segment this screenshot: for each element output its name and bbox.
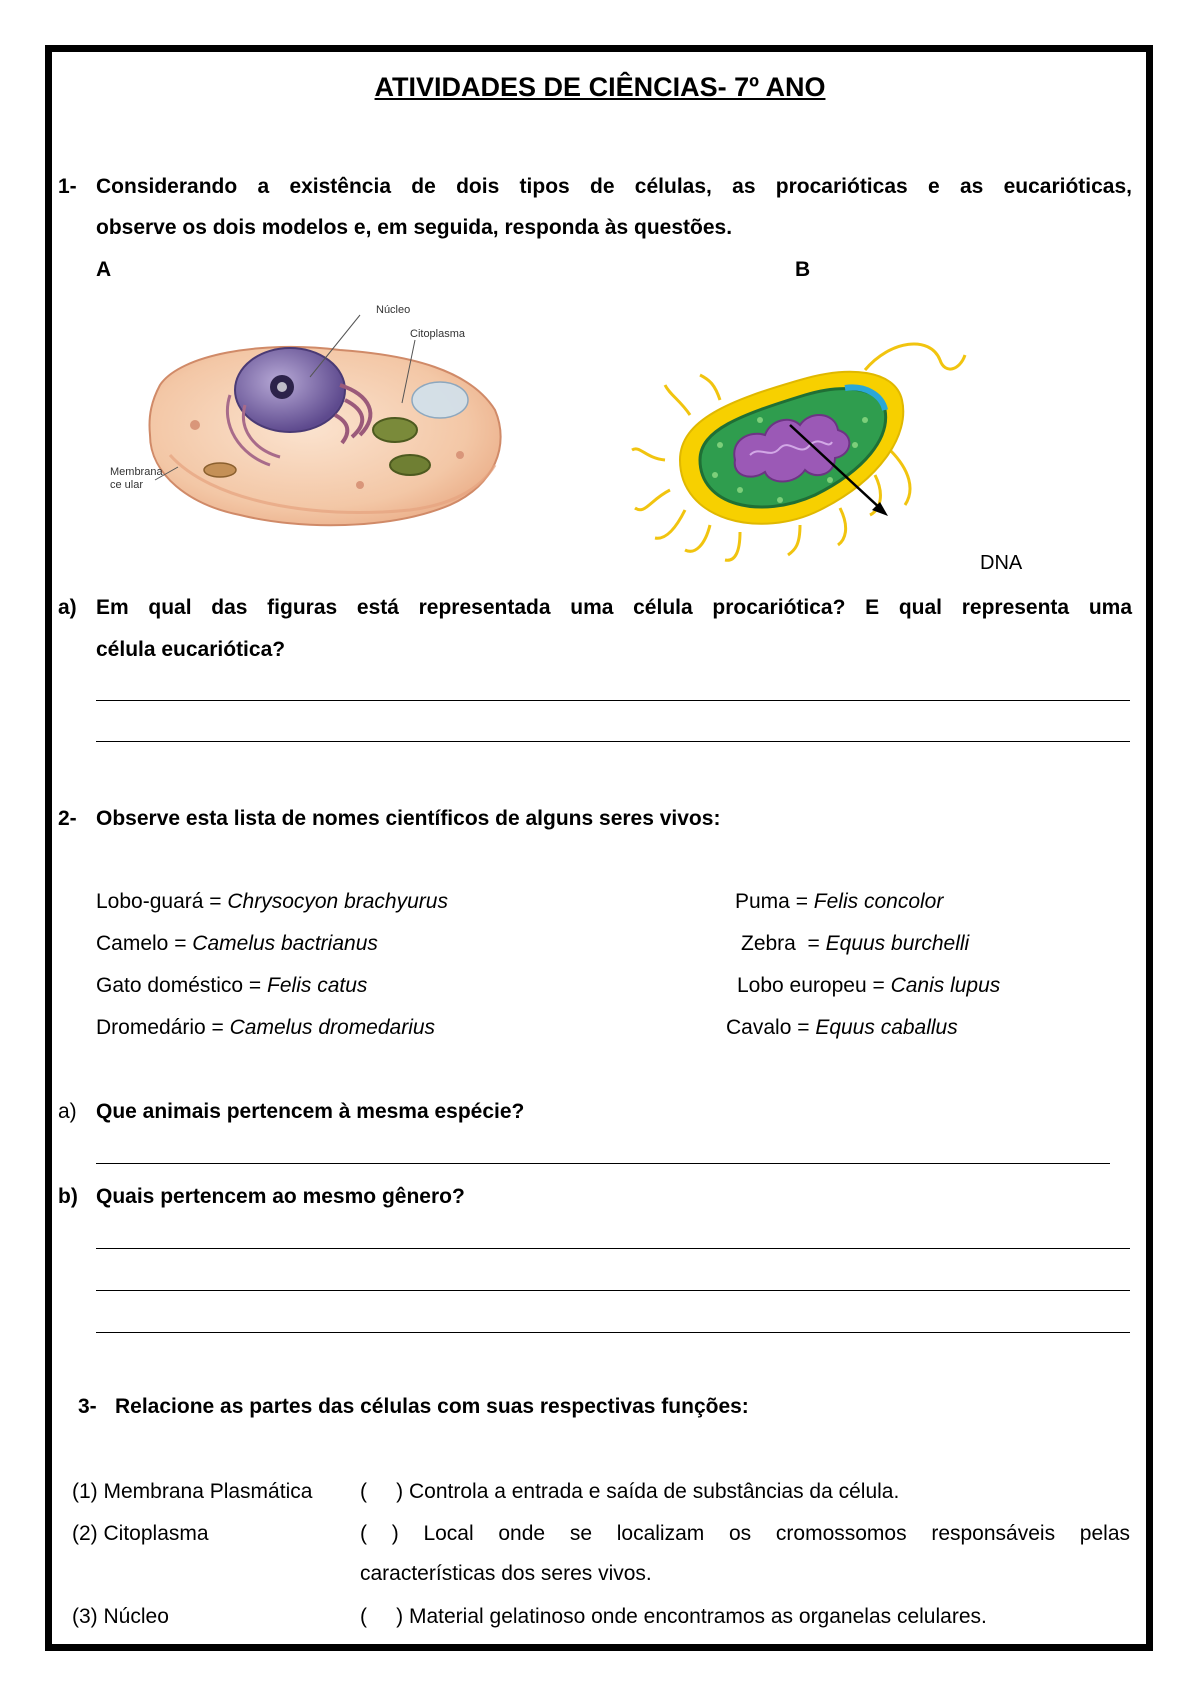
q2-number: 2- xyxy=(58,807,77,830)
citoplasma-label: Citoplasma xyxy=(410,328,466,340)
q3-text: Relacione as partes das células com suas respectivas funções: xyxy=(115,1395,749,1418)
species-item-left: Gato doméstico = Felis catus xyxy=(96,974,368,997)
answer-line[interactable] xyxy=(96,700,1130,701)
cell-part-item: (2) Citoplasma xyxy=(72,1522,209,1545)
q1a-text-line2: célula eucariótica? xyxy=(96,638,286,661)
eukaryotic-cell-figure xyxy=(110,304,530,540)
q2b-text: Quais pertencem ao mesmo gênero? xyxy=(96,1185,465,1208)
q1-text-line1: Considerando a existência de dois tipos de células, as procarióticas e as eucarióticas, xyxy=(96,175,1132,198)
prokaryotic-cell-figure xyxy=(640,340,1040,570)
answer-line[interactable] xyxy=(96,741,1130,742)
q1a-letter: a) xyxy=(58,596,77,619)
figure-a-label: A xyxy=(96,258,112,281)
q1a-text-line1: Em qual das figuras está representada uma célula procariótica? E qual representa uma xyxy=(96,596,1132,619)
species-item-left: Lobo-guará = Chrysocyon brachyurus xyxy=(96,890,448,913)
cell-function-continuation: características dos seres vivos. xyxy=(360,1562,652,1585)
cell-function-item[interactable]: ( ) Material gelatinoso onde encontramos as organelas celulares. xyxy=(360,1605,987,1628)
answer-line[interactable] xyxy=(96,1290,1130,1291)
species-item-left: Camelo = Camelus bactrianus xyxy=(96,932,378,955)
q1-text-line2: observe os dois modelos e, em seguida, responda às questões. xyxy=(96,216,733,239)
q2-text: Observe esta lista de nomes científicos de alguns seres vivos: xyxy=(96,807,721,830)
q2a-text: Que animais pertencem à mesma espécie? xyxy=(96,1100,525,1123)
q2a-letter: a) xyxy=(58,1100,77,1123)
membrana-label-line1: Membrana xyxy=(110,466,163,478)
species-item-right: Puma = Felis concolor xyxy=(735,890,944,913)
cell-part-item: (1) Membrana Plasmática xyxy=(72,1480,313,1503)
q2b-letter: b) xyxy=(58,1185,78,1208)
q3-number: 3- xyxy=(78,1395,97,1418)
cell-part-item: (3) Núcleo xyxy=(72,1605,169,1628)
answer-line[interactable] xyxy=(96,1163,1110,1164)
cell-function-item[interactable]: ( ) Controla a entrada e saída de substâncias da célula. xyxy=(360,1480,900,1503)
species-item-left: Dromedário = Camelus dromedarius xyxy=(96,1016,436,1039)
cell-function-item[interactable]: ( ) Local onde se localizam os cromossomos responsáveis pelas xyxy=(360,1522,1130,1545)
membrana-label-line2: ce ular xyxy=(110,479,144,491)
figure-b-label: B xyxy=(795,258,811,281)
q1-number: 1- xyxy=(58,175,77,198)
dna-label: DNA xyxy=(980,552,1023,574)
answer-line[interactable] xyxy=(96,1248,1130,1249)
species-item-right: Cavalo = Equus caballus xyxy=(726,1016,958,1039)
nucleo-label: Núcleo xyxy=(376,304,411,316)
species-item-right: Lobo europeu = Canis lupus xyxy=(737,974,1001,997)
answer-line[interactable] xyxy=(96,1332,1130,1333)
page-title: ATIVIDADES DE CIÊNCIAS- 7º ANO xyxy=(374,72,826,102)
species-item-right: Zebra = Equus burchelli xyxy=(741,932,970,955)
